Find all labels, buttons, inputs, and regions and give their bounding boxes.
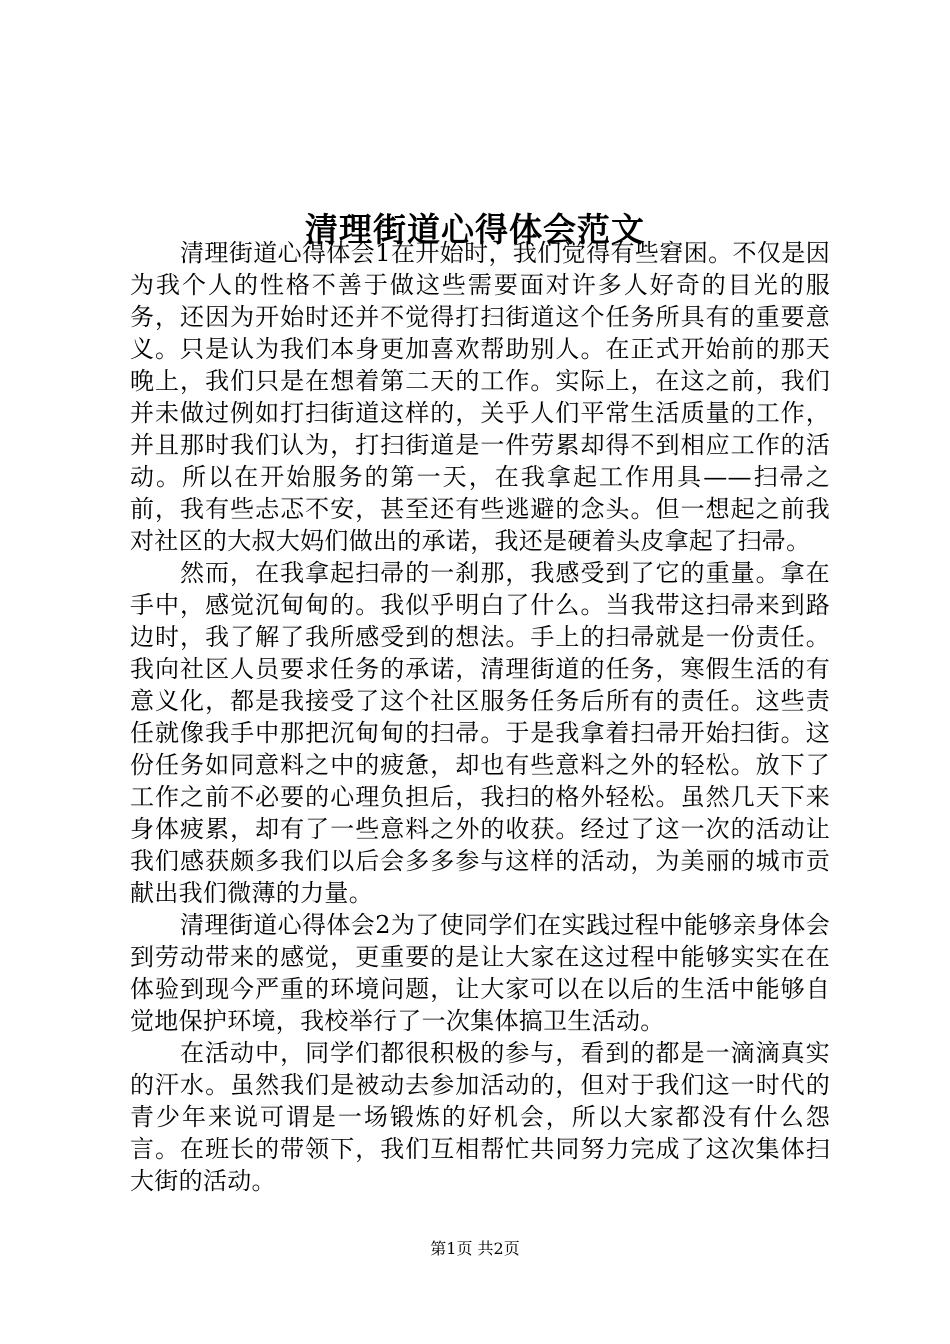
paragraph-3: 清理街道心得体会2为了使同学们在实践过程中能够亲身体会到劳动带来的感觉，更重要的是让大家在这过程中能够实实在在体验到现今严重的环境问题，让大家可以在以后的生活中能够自觉地保护环境，我校举行了一次集体搞卫生活动。 [130,911,830,1035]
paragraph-2: 然而，在我拿起扫帚的一刹那，我感受到了它的重量。拿在手中，感觉沉甸甸的。我似乎明白了什么。当我带这扫帚来到路边时，我了解了我所感受到的想法。手上的扫帚就是一份责任。我向社区人员要求任务的承诺，清理街道的任务，寒假生活的有意义化，都是我接受了这个社区服务任务后所有的责任。这些责任就像我手中那把沉甸甸的扫帚。于是我拿着扫帚开始扫街。这份任务如同意料之中的疲惫，却也有些意料之外的轻松。放下了工作之前不必要的心理负担后，我扫的格外轻松。虽然几天下来身体疲累，却有了一些意料之外的收获。经过了这一次的活动让我们感获颇多我们以后会多多参与这样的活动，为美丽的城市贡献出我们微薄的力量。 [130,559,830,907]
paragraph-1: 清理街道心得体会1在开始时，我们觉得有些窘困。不仅是因为我个人的性格不善于做这些需要面对许多人好奇的目光的服务，还因为开始时还并不觉得打扫街道这个任务所具有的重要意义。只是认为我们本身更加喜欢帮助别人。在正式开始前的那天晚上，我们只是在想着第二天的工作。实际上，在这之前，我们并未做过例如打扫街道这样的，关乎人们平常生活质量的工作，并且那时我们认为，打扫街道是一件劳累却得不到相应工作的活动。所以在开始服务的第一天，在我拿起工作用具——扫帚之前，我有些忐忑不安，甚至还有些逃避的念头。但一想起之前我对社区的大叔大妈们做出的承诺，我还是硬着头皮拿起了扫帚。 [130,239,830,555]
document-body [130,237,830,1197]
document-title: 清理街道心得体会范文 [305,210,645,250]
page-number-footer: 第1页 共2页 [430,1239,520,1258]
paragraph-4: 在活动中，同学们都很积极的参与，看到的都是一滴滴真实的汗水。虽然我们是被动去参加活动的，但对于我们这一时代的青少年来说可谓是一场锻炼的好机会，所以大家都没有什么怨言。在班长的带领下，我们互相帮忙共同努力完成了这次集体扫大街的活动。 [130,1039,830,1195]
